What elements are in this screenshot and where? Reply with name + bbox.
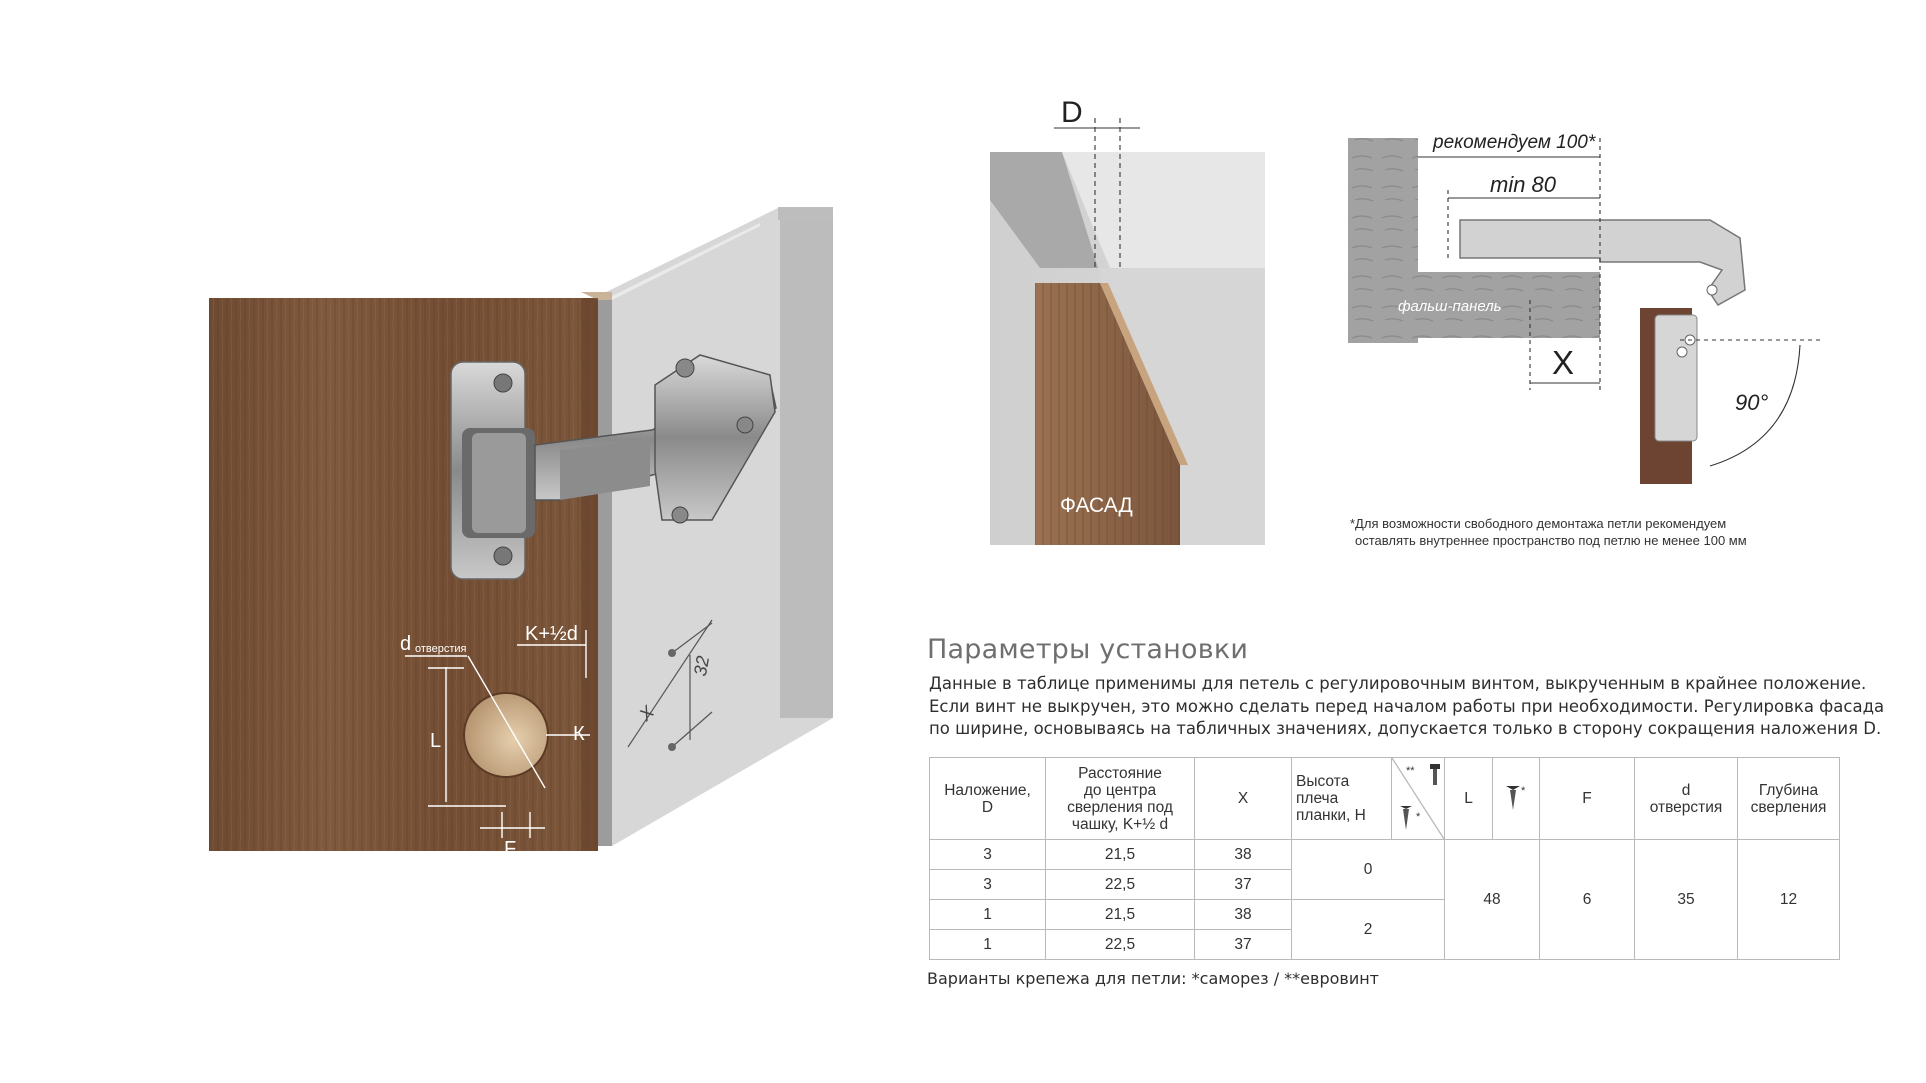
cell-depth: 12 [1738,840,1840,960]
dim-32-label: 32 [690,654,714,678]
hinge-illustration [200,200,850,880]
cell-d: 35 [1635,840,1738,960]
svg-text:*: * [1521,784,1526,797]
f-label: F [504,838,517,860]
drill-hole [464,693,548,777]
cell-x: 37 [1195,870,1292,900]
d-overlay-label: D [1061,96,1083,129]
th-d: d отверстия [1635,758,1738,840]
cell-height: 2 [1292,900,1445,960]
k-label: К [573,723,585,745]
cell-height: 0 [1292,840,1445,900]
screw-types-icon [1392,758,1444,839]
cell-l: 48 [1445,840,1540,960]
cell-distance: 21,5 [1046,840,1195,870]
self-tapping-screw-icon [1501,782,1531,812]
cell-distance: 21,5 [1046,900,1195,930]
table-header-row [930,758,1840,840]
footnote-line-1: *Для возможности свободного демонтажа петли рекомендуем [1350,516,1727,531]
fasteners-note: Варианты крепежа для петли: *саморез / **евровинт [927,969,1379,988]
th-f: F [1540,758,1635,840]
cell-overlay: 3 [930,870,1046,900]
cell-f: 6 [1540,840,1635,960]
th-screw [1493,758,1540,840]
th-depth: Глубина сверления [1738,758,1840,840]
cell-distance: 22,5 [1046,930,1195,960]
params-text-line: Если винт не выкручен, это можно сделать перед началом работы при необходимости. Регулировка фасада [929,696,1885,716]
k-half-d-label: K+½d [525,623,578,645]
x-label: X [635,702,658,725]
cell-overlay: 1 [930,930,1046,960]
l-label: L [430,730,442,752]
th-x: X [1195,758,1292,840]
cell-distance: 22,5 [1046,870,1195,900]
facade-label: ФАСАД [1060,494,1133,517]
cell-x: 38 [1195,900,1292,930]
th-screw-types [1392,758,1445,840]
min-80-label: min 80 [1490,172,1557,197]
svg-text:**: ** [1406,765,1415,777]
angle-label: 90° [1735,390,1769,415]
th-height: Высота плеча планки, H [1292,758,1392,840]
th-overlay: Наложение, D [930,758,1046,840]
false-panel-diagram [1340,120,1830,560]
params-text-line: по ширине, основываясь на табличных значениях, допускается только в сторону сокращения наложения D. [929,719,1882,738]
footnote-line-2: оставлять внутреннее пространство под петлю не менее 100 мм [1355,533,1747,548]
d-label: d [400,633,412,655]
table-row [930,840,1840,870]
th-l: L [1445,758,1493,840]
params-heading: Параметры установки [927,634,1249,665]
params-text-line: Данные в таблице применимы для петель с регулировочным винтом, выкрученным в крайнее положение. [929,674,1867,693]
cell-x: 38 [1195,840,1292,870]
false-panel-label: фальш-панель [1398,298,1502,315]
recommend-label: рекомендуем 100* [1433,132,1596,153]
cell-overlay: 1 [930,900,1046,930]
svg-text:*: * [1416,811,1421,823]
install-params-table [929,757,1840,960]
cell-overlay: 3 [930,840,1046,870]
th-distance: Расстояние до центра сверления под чашку, K+½ d [1046,758,1195,840]
cell-x: 37 [1195,930,1292,960]
x-dimension-label: X [1552,344,1575,381]
params-description [929,673,1885,741]
d-subscript-label: отверстия [415,643,467,655]
facade-diagram [985,90,1270,550]
